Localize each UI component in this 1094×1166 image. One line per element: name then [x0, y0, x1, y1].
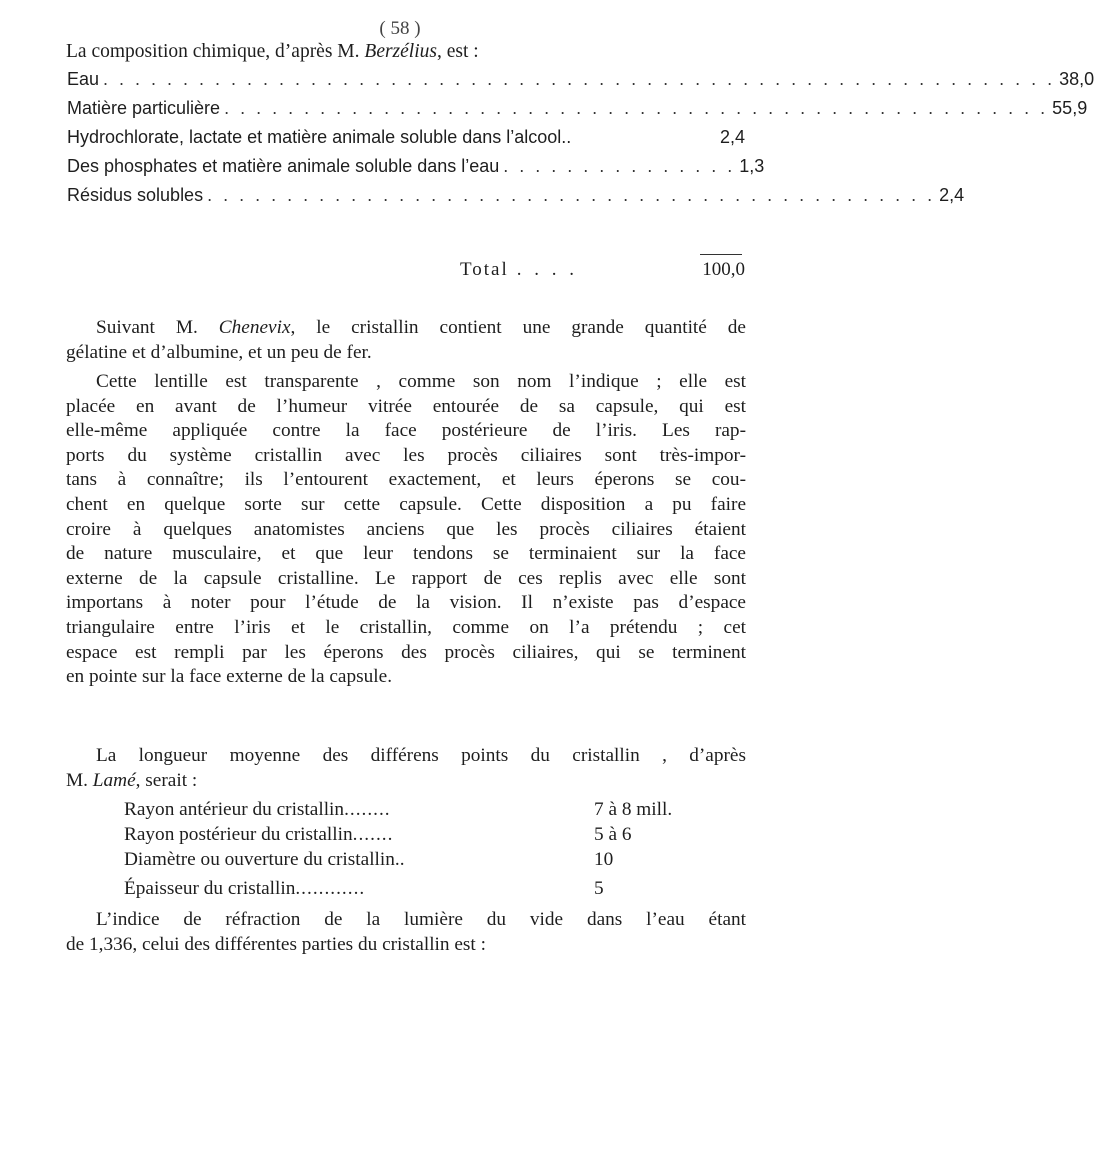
paragraph-lentille: Cette lentille est transparente , comme son nom l’indique ; elle est placée en avant de l’humeur vitrée entourée de sa capsule, qui est elle-même appliquée contre la face postérieure de l’iris. Les rap- ports du système cristallin avec les procès ciliaires sont très-impor- tans à connaître; ils l’entourent exactement, et leurs éperons se cou- chent en quelque sorte sur cette capsule. Cette disposition a pu faire croire à quelques anatomistes anciens que les procès ciliaires étaient de nature musculaire, et que leur tendons se terminaient sur la face externe de la capsule cristalline. Le rapport de ces replis avec elle sont importans à noter pour l’étude de la vision. Il n’existe pas d’espace triangulaire entre l’iris et le cristallin, comme on l’a prétendu ; cet espace est rempli par les éperons des procès ciliaires, qui se terminent en pointe sur la face externe de la capsule. [66, 371, 746, 688]
paragraph-lame: La longueur moyenne des différens points du cristallin , d’après M. Lamé, serait : [66, 745, 746, 791]
composition-intro: La composition chimique, d’après M. Berzélius, est : [66, 41, 479, 62]
composition-row: Eau . . . . . . . . . . . . . . . . . . . . . . . . . . . . . . . . . . . . . . . . . . . . . . . . . . . . . . . . . . . . 38,0 [67, 69, 1094, 89]
total-row: Total . . . . 100,0 [460, 259, 745, 280]
dimension-row: Épaisseur du cristallin ............ 5 [124, 878, 604, 899]
dimension-row: Rayon postérieur du cristallin ....... 5 à 6 [124, 824, 632, 845]
author-berzelius: Berzélius [364, 41, 437, 62]
paragraph-chenevix: Suivant M. Chenevix, le cristallin contient une grande quantité de gélatine et d’albumine, et un peu de fer. [66, 317, 746, 363]
paragraph-refraction: L’indice de réfraction de la lumière du vide dans l’eau étant de 1,336, celui des différentes parties du cristallin est : [66, 909, 746, 955]
composition-row: Des phosphates et matière animale soluble dans l’eau . . . . . . . . . . . . . . . 1,3 [67, 156, 765, 176]
author-lame: Lamé [92, 769, 136, 791]
dimension-row: Rayon antérieur du cristallin ........ 7 à 8 mill. [124, 799, 673, 820]
page-number: ( 58 ) [379, 18, 421, 39]
composition-row: Matière particulière . . . . . . . . . . . . . . . . . . . . . . . . . . . . . . . . . . . . . . . . . . . . . . . . . . . . 55,9 [67, 98, 1088, 118]
total-rule [700, 254, 742, 255]
author-chenevix: Chenevix [218, 317, 291, 338]
dimension-row: Diamètre ou ouverture du cristallin.. 10 [124, 849, 614, 870]
composition-row: Hydrochlorate, lactate et matière animale soluble dans l’alcool.. 2,4 [67, 127, 745, 147]
dimensions-list [124, 797, 724, 901]
composition-row: Résidus solubles . . . . . . . . . . . . . . . . . . . . . . . . . . . . . . . . . . . . . . . . . . . . . . 2,4 [67, 185, 965, 205]
